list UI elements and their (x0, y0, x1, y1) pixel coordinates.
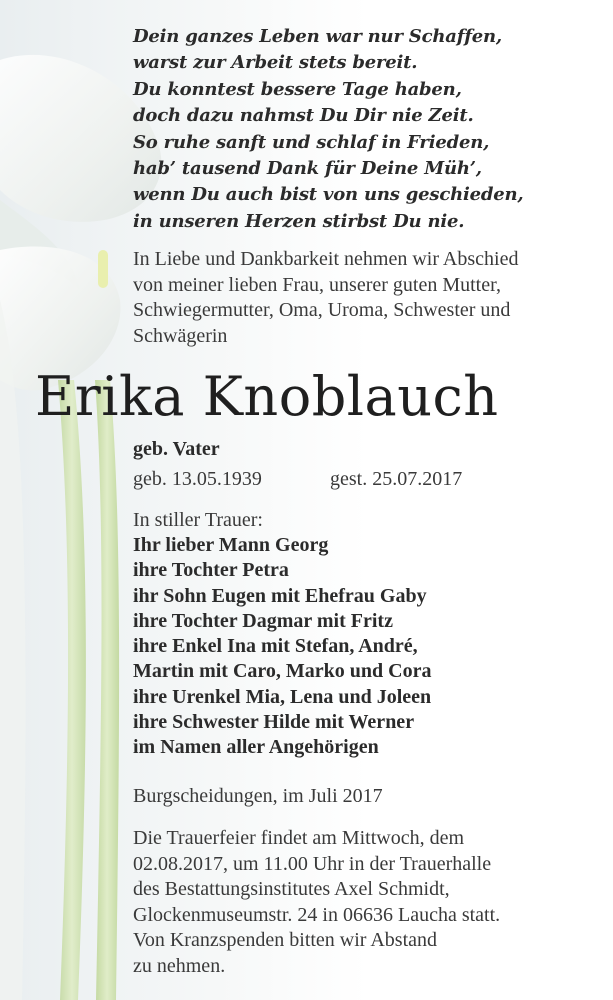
poem-line: Dein ganzes Leben war nur Schaffen, (133, 26, 502, 47)
intro-line: von meiner lieben Frau, unserer guten Mutter, (133, 273, 501, 296)
mourner-line: ihr Sohn Eugen mit Ehefrau Gaby (133, 584, 427, 607)
poem-line: in unseren Herzen stirbst Du nie. (133, 210, 465, 232)
mourners-list (133, 533, 603, 761)
funeral-line: Die Trauerfeier findet am Mittwoch, dem (133, 827, 465, 849)
mourner-line: ihre Tochter Dagmar mit Fritz (133, 609, 393, 632)
mourners-heading: In stiller Trauer: (133, 509, 263, 531)
mourner-line: ihre Schwester Hilde mit Werner (133, 711, 415, 734)
life-dates (133, 467, 603, 491)
funeral-line: zu nehmen. (133, 954, 226, 977)
mourner-line: ihre Urenkel Mia, Lena und Joleen (133, 685, 432, 708)
intro-line: Schwägerin (133, 324, 228, 347)
poem-line: wenn Du auch bist von uns geschieden, (133, 184, 524, 206)
deceased-name: Erika Knoblauch (35, 365, 499, 428)
mourner-line: ihre Enkel Ina mit Stefan, André, (133, 635, 418, 658)
mourner-line: Ihr lieber Mann Georg (133, 534, 329, 556)
funeral-line: Von Kranzspenden bitten wir Abstand (133, 929, 438, 951)
funeral-details (133, 826, 603, 979)
intro-line: In Liebe und Dankbarkeit nehmen wir Abschied (133, 248, 519, 270)
intro-line: Schwiegermutter, Oma, Uroma, Schwester und (133, 299, 511, 321)
place-and-date: Burgscheidungen, im Juli 2017 (133, 785, 383, 807)
poem-line: Du konntest bessere Tage haben, (133, 78, 462, 100)
mourner-line: ihre Tochter Petra (133, 559, 289, 582)
poem-line: hab’ tausend Dank für Deine Müh’, (133, 158, 482, 180)
poem-line: warst zur Arbeit stets bereit. (133, 52, 418, 74)
mourner-line: Martin mit Caro, Marko und Cora (133, 660, 432, 683)
farewell-intro (133, 247, 603, 349)
mourner-line: im Namen aller Angehörigen (133, 736, 379, 759)
birth-date: geb. 13.05.1939 (133, 468, 262, 490)
memorial-poem (133, 24, 603, 235)
poem-line: doch dazu nahmst Du Dir nie Zeit. (133, 105, 474, 127)
funeral-line: 02.08.2017, um 11.00 Uhr in der Trauerhalle (133, 852, 492, 875)
funeral-line: des Bestattungsinstitutes Axel Schmidt, (133, 878, 450, 900)
birth-name: geb. Vater (133, 438, 220, 460)
funeral-line: Glockenmuseumstr. 24 in 06636 Laucha statt. (133, 903, 501, 926)
death-date: gest. 25.07.2017 (330, 468, 463, 490)
poem-line: So ruhe sanft und schlaf in Frieden, (133, 131, 490, 153)
